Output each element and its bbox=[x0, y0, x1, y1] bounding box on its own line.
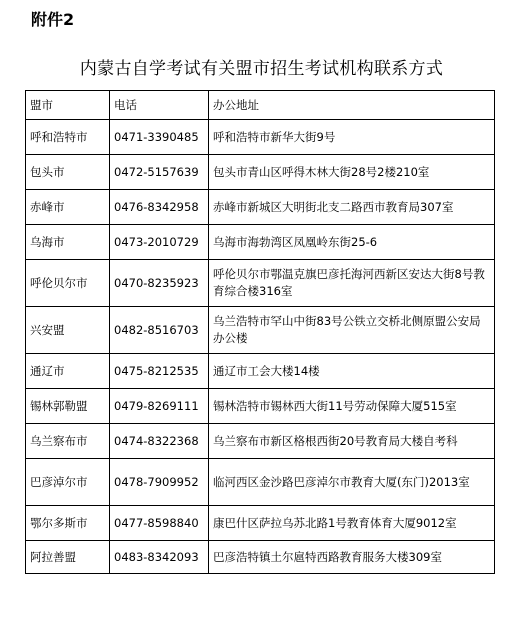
table-row bbox=[26, 120, 495, 155]
table-row bbox=[26, 541, 495, 574]
cell-phone: 0477-8598840 bbox=[110, 506, 209, 541]
attachment-label: 附件2 bbox=[31, 10, 75, 29]
table-header-row bbox=[26, 91, 495, 120]
table-row bbox=[26, 424, 495, 459]
table-row bbox=[26, 506, 495, 541]
cell-phone: 0472-5157639 bbox=[110, 155, 209, 190]
column-header-phone: 电话 bbox=[110, 91, 209, 120]
cell-phone: 0476-8342958 bbox=[110, 190, 209, 225]
contacts-table bbox=[25, 90, 495, 574]
cell-address: 康巴什区萨拉乌苏北路1号教育体育大厦9012室 bbox=[209, 506, 495, 541]
cell-address: 巴彦浩特镇土尔扈特西路教育服务大楼309室 bbox=[209, 541, 495, 574]
cell-address: 临河西区金沙路巴彦淖尔市教育大厦(东门)2013室 bbox=[209, 459, 495, 506]
table-row bbox=[26, 307, 495, 354]
cell-league: 锡林郭勒盟 bbox=[26, 389, 110, 424]
cell-phone: 0470-8235923 bbox=[110, 260, 209, 307]
table-row bbox=[26, 225, 495, 260]
cell-phone: 0479-8269111 bbox=[110, 389, 209, 424]
cell-league: 包头市 bbox=[26, 155, 110, 190]
cell-league: 鄂尔多斯市 bbox=[26, 506, 110, 541]
table-row bbox=[26, 389, 495, 424]
table-row bbox=[26, 260, 495, 307]
cell-league: 乌兰察布市 bbox=[26, 424, 110, 459]
cell-address: 通辽市工会大楼14楼 bbox=[209, 354, 495, 389]
cell-phone: 0475-8212535 bbox=[110, 354, 209, 389]
cell-league: 呼和浩特市 bbox=[26, 120, 110, 155]
table-row bbox=[26, 190, 495, 225]
document-title: 内蒙古自学考试有关盟市招生考试机构联系方式 bbox=[79, 59, 444, 79]
cell-phone: 0482-8516703 bbox=[110, 307, 209, 354]
cell-address: 赤峰市新城区大明街北支二路西市教育局307室 bbox=[209, 190, 495, 225]
table-row bbox=[26, 155, 495, 190]
cell-league: 阿拉善盟 bbox=[26, 541, 110, 574]
cell-league: 巴彦淖尔市 bbox=[26, 459, 110, 506]
cell-league: 赤峰市 bbox=[26, 190, 110, 225]
cell-phone: 0474-8322368 bbox=[110, 424, 209, 459]
cell-address: 呼伦贝尔市鄂温克旗巴彦托海河西新区安达大街8号教育综合楼316室 bbox=[209, 260, 495, 307]
cell-league: 兴安盟 bbox=[26, 307, 110, 354]
cell-phone: 0478-7909952 bbox=[110, 459, 209, 506]
cell-league: 呼伦贝尔市 bbox=[26, 260, 110, 307]
cell-address: 锡林浩特市锡林西大街11号劳动保障大厦515室 bbox=[209, 389, 495, 424]
table-row bbox=[26, 459, 495, 506]
cell-phone: 0473-2010729 bbox=[110, 225, 209, 260]
cell-address: 乌兰察布市新区格根西街20号教育局大楼自考科 bbox=[209, 424, 495, 459]
cell-phone: 0471-3390485 bbox=[110, 120, 209, 155]
cell-phone: 0483-8342093 bbox=[110, 541, 209, 574]
table-row bbox=[26, 354, 495, 389]
column-header-league: 盟市 bbox=[26, 91, 110, 120]
cell-address: 包头市青山区呼得木林大街28号2楼210室 bbox=[209, 155, 495, 190]
cell-league: 通辽市 bbox=[26, 354, 110, 389]
cell-address: 乌海市海勃湾区凤凰岭东街25-6 bbox=[209, 225, 495, 260]
cell-league: 乌海市 bbox=[26, 225, 110, 260]
cell-address: 乌兰浩特市罕山中街83号公铁立交桥北侧原盟公安局办公楼 bbox=[209, 307, 495, 354]
column-header-address: 办公地址 bbox=[209, 91, 495, 120]
cell-address: 呼和浩特市新华大街9号 bbox=[209, 120, 495, 155]
